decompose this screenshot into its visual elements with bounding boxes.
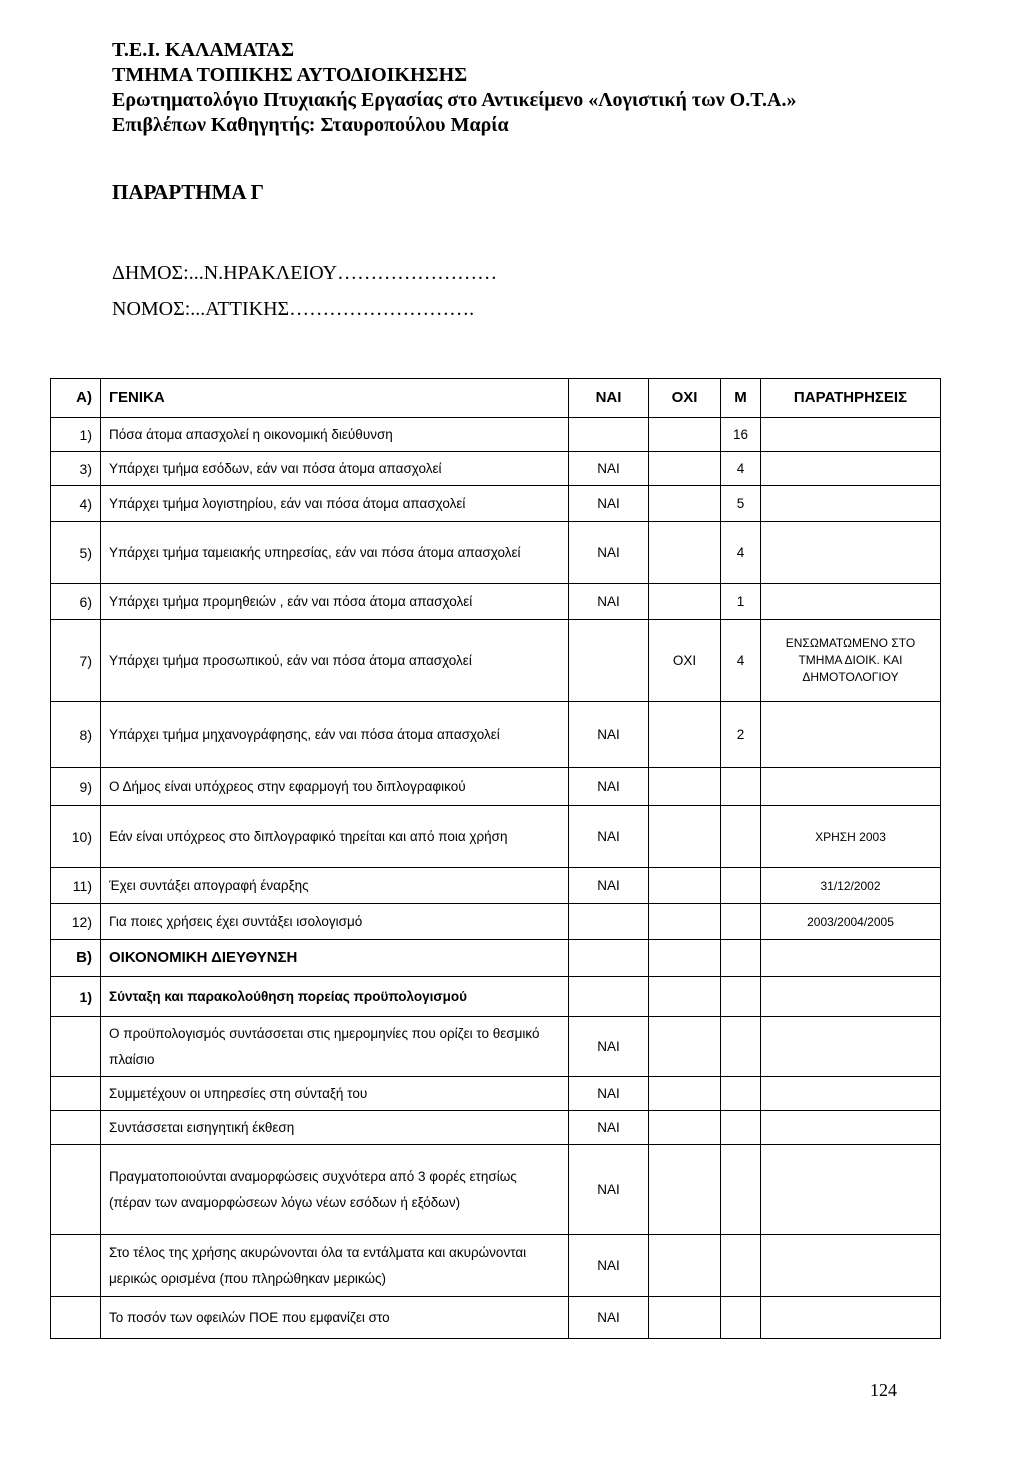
table-row [51, 522, 941, 584]
yes-cell: ΝΑΙ [569, 486, 649, 522]
row-number: 5) [51, 522, 101, 584]
m-cell: 2 [721, 702, 761, 768]
question-text: Για ποιες χρήσεις έχει συντάξει ισολογισμό [101, 904, 569, 940]
no-cell [649, 522, 721, 584]
no-cell [649, 418, 721, 452]
table-row [51, 1145, 941, 1235]
question-text: Υπάρχει τμήμα μηχανογράφησης, εάν ναι πόσα άτομα απασχολεί [101, 702, 569, 768]
yes-cell: ΝΑΙ [569, 1111, 649, 1145]
table-row [51, 584, 941, 620]
table-row [51, 1017, 941, 1077]
m-cell [721, 806, 761, 868]
question-text: Πόσα άτομα απασχολεί η οικονομική διεύθυνση [101, 418, 569, 452]
notes-cell: 2003/2004/2005 [761, 904, 941, 940]
no-column-header: ΟΧΙ [649, 379, 721, 418]
yes-cell: ΝΑΙ [569, 868, 649, 904]
table-row [51, 806, 941, 868]
department-name: ΤΜΗΜΑ ΤΟΠΙΚΗΣ ΑΥΤΟΔΙΟΙΚΗΣΗΣ [112, 64, 468, 86]
table-row [51, 486, 941, 522]
yes-cell: ΝΑΙ [569, 522, 649, 584]
notes-column-header: ΠΑΡΑΤΗΡΗΣΕΙΣ [761, 379, 941, 418]
notes-cell [761, 522, 941, 584]
subsection-title: Σύνταξη και παρακολούθηση πορείας προϋπολογισμού [101, 977, 569, 1017]
section-b-title: ΟΙΚΟΝΟΜΙΚΗ ΔΙΕΥΘΥΝΣΗ [101, 940, 569, 977]
table-row [51, 1235, 941, 1297]
question-text: Υπάρχει τμήμα προσωπικού, εάν ναι πόσα άτομα απασχολεί [101, 620, 569, 702]
row-number: 3) [51, 452, 101, 486]
question-text: Συντάσσεται εισηγητική έκθεση [101, 1111, 569, 1145]
notes-cell [761, 418, 941, 452]
row-number: 11) [51, 868, 101, 904]
m-column-header: Μ [721, 379, 761, 418]
notes-cell [761, 486, 941, 522]
yes-cell: ΝΑΙ [569, 1297, 649, 1339]
m-cell: 4 [721, 620, 761, 702]
notes-cell [761, 702, 941, 768]
questionnaire-table [50, 378, 941, 1339]
table-row [51, 1077, 941, 1111]
no-cell [649, 452, 721, 486]
table-row [51, 702, 941, 768]
table-row [51, 1297, 941, 1339]
notes-cell [761, 452, 941, 486]
m-cell: 16 [721, 418, 761, 452]
row-number: 9) [51, 768, 101, 806]
row-number: 8) [51, 702, 101, 768]
question-text: Εάν είναι υπόχρεος στο διπλογραφικό τηρείται και από ποια χρήση [101, 806, 569, 868]
notes-cell: ΧΡΗΣΗ 2003 [761, 806, 941, 868]
question-text: Πραγματοποιούνται αναμορφώσεις συχνότερα από 3 φορές ετησίως (πέραν των αναμορφώσεων λόγω νέων εσόδων ή εξόδων) [101, 1145, 569, 1235]
no-cell: ΟΧΙ [649, 620, 721, 702]
page-number: 124 [870, 1380, 897, 1400]
no-cell [649, 768, 721, 806]
question-text: Υπάρχει τμήμα εσόδων, εάν ναι πόσα άτομα απασχολεί [101, 452, 569, 486]
subsection-number: 1) [51, 977, 101, 1017]
table-row [51, 1111, 941, 1145]
m-cell [721, 904, 761, 940]
section-b-label: Β) [51, 940, 101, 977]
appendix-title: ΠΑΡΑΡΤΗΜΑ Γ [112, 180, 265, 204]
table-row [51, 868, 941, 904]
section-b-row [51, 940, 941, 977]
question-text: Υπάρχει τμήμα προμηθειών , εάν ναι πόσα άτομα απασχολεί [101, 584, 569, 620]
section-a-title: ΓΕΝΙΚΑ [101, 379, 569, 418]
m-cell [721, 768, 761, 806]
row-number: 4) [51, 486, 101, 522]
yes-cell: ΝΑΙ [569, 1017, 649, 1077]
supervisor-line: Επιβλέπων Καθηγητής: Σταυροπούλου Μαρία [112, 114, 509, 136]
m-cell: 1 [721, 584, 761, 620]
no-cell [649, 806, 721, 868]
prefecture-field: ΝΟΜΟΣ:...ΑΤΤΙΚΗΣ………………………. [112, 298, 475, 320]
yes-cell [569, 418, 649, 452]
institution-name: Τ.Ε.Ι. ΚΑΛΑΜΑΤΑΣ [112, 39, 295, 61]
table-row [51, 904, 941, 940]
question-text: Έχει συντάξει απογραφή έναρξης [101, 868, 569, 904]
section-a-label: Α) [51, 379, 101, 418]
municipality-field: ΔΗΜΟΣ:...Ν.ΗΡΑΚΛΕΙΟΥ…………………… [112, 262, 498, 284]
question-text: Συμμετέχουν οι υπηρεσίες στη σύνταξή του [101, 1077, 569, 1111]
question-text: Υπάρχει τμήμα ταμειακής υπηρεσίας, εάν ναι πόσα άτομα απασχολεί [101, 522, 569, 584]
question-text: Στο τέλος της χρήσης ακυρώνονται όλα τα εντάλματα και ακυρώνονται μερικώς ορισμένα (που πληρώθηκαν μερικώς) [101, 1235, 569, 1297]
table-row [51, 452, 941, 486]
subsection-row [51, 977, 941, 1017]
question-text: Υπάρχει τμήμα λογιστηρίου, εάν ναι πόσα άτομα απασχολεί [101, 486, 569, 522]
m-cell: 4 [721, 452, 761, 486]
questionnaire-title: Ερωτηματολόγιο Πτυχιακής Εργασίας στο Αντικείμενο «Λογιστική των Ο.Τ.Α.» [112, 89, 797, 111]
question-text: Ο προϋπολογισμός συντάσσεται στις ημερομηνίες που ορίζει το θεσμικό πλαίσιο [101, 1017, 569, 1077]
no-cell [649, 486, 721, 522]
question-text: Ο Δήμος είναι υπόχρεος στην εφαρμογή του διπλογραφικού [101, 768, 569, 806]
no-cell [649, 702, 721, 768]
notes-cell: ΕΝΣΩΜΑΤΩΜΕΝΟ ΣΤΟ ΤΜΗΜΑ ΔΙΟΙΚ. ΚΑΙ ΔΗΜΟΤΟΛΟΓΙΟΥ [761, 620, 941, 702]
row-number: 7) [51, 620, 101, 702]
yes-cell: ΝΑΙ [569, 584, 649, 620]
yes-cell: ΝΑΙ [569, 1235, 649, 1297]
yes-cell: ΝΑΙ [569, 1077, 649, 1111]
question-text: Το ποσόν των οφειλών ΠΟΕ που εμφανίζει στο [101, 1297, 569, 1339]
table-row [51, 620, 941, 702]
row-number: 1) [51, 418, 101, 452]
m-cell: 4 [721, 522, 761, 584]
row-number: 12) [51, 904, 101, 940]
m-cell: 5 [721, 486, 761, 522]
no-cell [649, 584, 721, 620]
notes-cell [761, 768, 941, 806]
no-cell [649, 868, 721, 904]
notes-cell: 31/12/2002 [761, 868, 941, 904]
table-header-row [51, 379, 941, 418]
notes-cell [761, 584, 941, 620]
yes-cell [569, 904, 649, 940]
yes-cell: ΝΑΙ [569, 806, 649, 868]
row-number: 10) [51, 806, 101, 868]
m-cell [721, 868, 761, 904]
document-header [112, 38, 797, 138]
table-row [51, 418, 941, 452]
row-number: 6) [51, 584, 101, 620]
yes-column-header: ΝΑΙ [569, 379, 649, 418]
yes-cell: ΝΑΙ [569, 702, 649, 768]
yes-cell: ΝΑΙ [569, 452, 649, 486]
no-cell [649, 904, 721, 940]
yes-cell: ΝΑΙ [569, 1145, 649, 1235]
yes-cell [569, 620, 649, 702]
table-row [51, 768, 941, 806]
yes-cell: ΝΑΙ [569, 768, 649, 806]
